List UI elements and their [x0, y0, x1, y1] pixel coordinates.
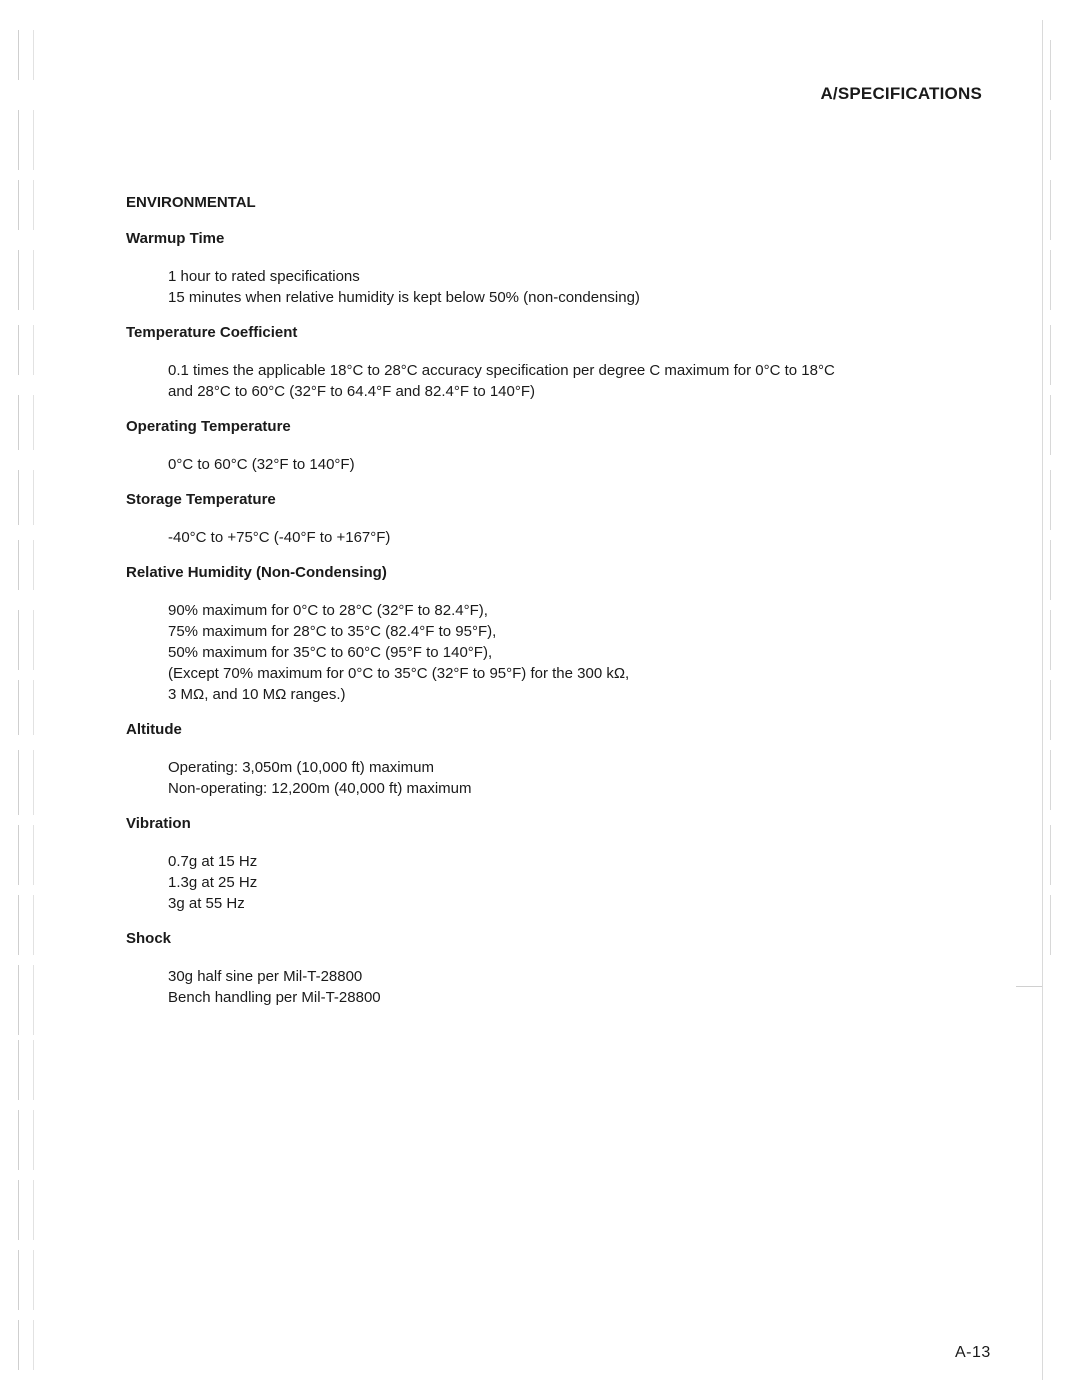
- spec-line: 3 MΩ, and 10 MΩ ranges.): [168, 686, 346, 703]
- spec-title: Warmup Time: [126, 230, 225, 247]
- spec-lines: [168, 851, 946, 914]
- right-binding-marks: [1050, 30, 1062, 1370]
- page-header: A/SPECIFICATIONS: [820, 84, 982, 103]
- spec-line: 50% maximum for 35°C to 60°C (95°F to 140°F),: [168, 644, 493, 661]
- spec-block: [126, 930, 946, 1008]
- spec-title: Vibration: [126, 815, 191, 832]
- spec-title: Altitude: [126, 721, 182, 738]
- spec-block: [126, 324, 946, 402]
- right-edge-rule: [1042, 20, 1043, 1380]
- page-number: A-13: [955, 1344, 991, 1361]
- spec-title: Storage Temperature: [126, 491, 276, 508]
- spec-lines: [168, 527, 946, 548]
- spec-line: -40°C to +75°C (-40°F to +167°F): [168, 529, 391, 546]
- spec-line: 30g half sine per Mil-T-28800: [168, 968, 363, 985]
- document-body: [126, 194, 946, 1024]
- left-binding-marks: [18, 30, 40, 1370]
- spec-lines: [168, 360, 946, 402]
- spec-line: Operating: 3,050m (10,000 ft) maximum: [168, 759, 434, 776]
- spec-block: [126, 721, 946, 799]
- spec-block: [126, 230, 946, 308]
- spec-lines: [168, 966, 946, 1008]
- spec-title: Relative Humidity (Non-Condensing): [126, 564, 387, 581]
- spec-title: Shock: [126, 930, 172, 947]
- spec-title: Temperature Coefficient: [126, 324, 298, 341]
- spec-block: [126, 418, 946, 475]
- spec-block: [126, 815, 946, 914]
- spec-line: 1.3g at 25 Hz: [168, 874, 258, 891]
- spec-line: 90% maximum for 0°C to 28°C (32°F to 82.4°F),: [168, 602, 488, 619]
- spec-block: [126, 491, 946, 548]
- spec-lines: [168, 454, 946, 475]
- spec-line: 3g at 55 Hz: [168, 895, 245, 912]
- spec-line: (Except 70% maximum for 0°C to 35°C (32°F to 95°F) for the 300 kΩ,: [168, 665, 630, 682]
- spec-line: 1 hour to rated specifications: [168, 268, 360, 285]
- spec-line: 0.1 times the applicable 18°C to 28°C accuracy specification per degree C maximum for 0°C to 18°C: [168, 362, 835, 379]
- spec-line: 0°C to 60°C (32°F to 140°F): [168, 456, 355, 473]
- spec-line: Non-operating: 12,200m (40,000 ft) maximum: [168, 780, 472, 797]
- spec-block: [126, 564, 946, 705]
- spec-lines: [168, 600, 946, 705]
- section-title: ENVIRONMENTAL: [126, 194, 256, 211]
- spec-line: 75% maximum for 28°C to 35°C (82.4°F to 95°F),: [168, 623, 497, 640]
- spec-line: and 28°C to 60°C (32°F to 64.4°F and 82.4°F to 140°F): [168, 383, 536, 400]
- spec-line: Bench handling per Mil-T-28800: [168, 989, 381, 1006]
- spec-line: 15 minutes when relative humidity is kept below 50% (non-condensing): [168, 289, 640, 306]
- spec-line: 0.7g at 15 Hz: [168, 853, 258, 870]
- edge-tick-mark: [1016, 986, 1042, 987]
- spec-lines: [168, 266, 946, 308]
- spec-title: Operating Temperature: [126, 418, 291, 435]
- spec-list: [126, 230, 946, 1008]
- spec-lines: [168, 757, 946, 799]
